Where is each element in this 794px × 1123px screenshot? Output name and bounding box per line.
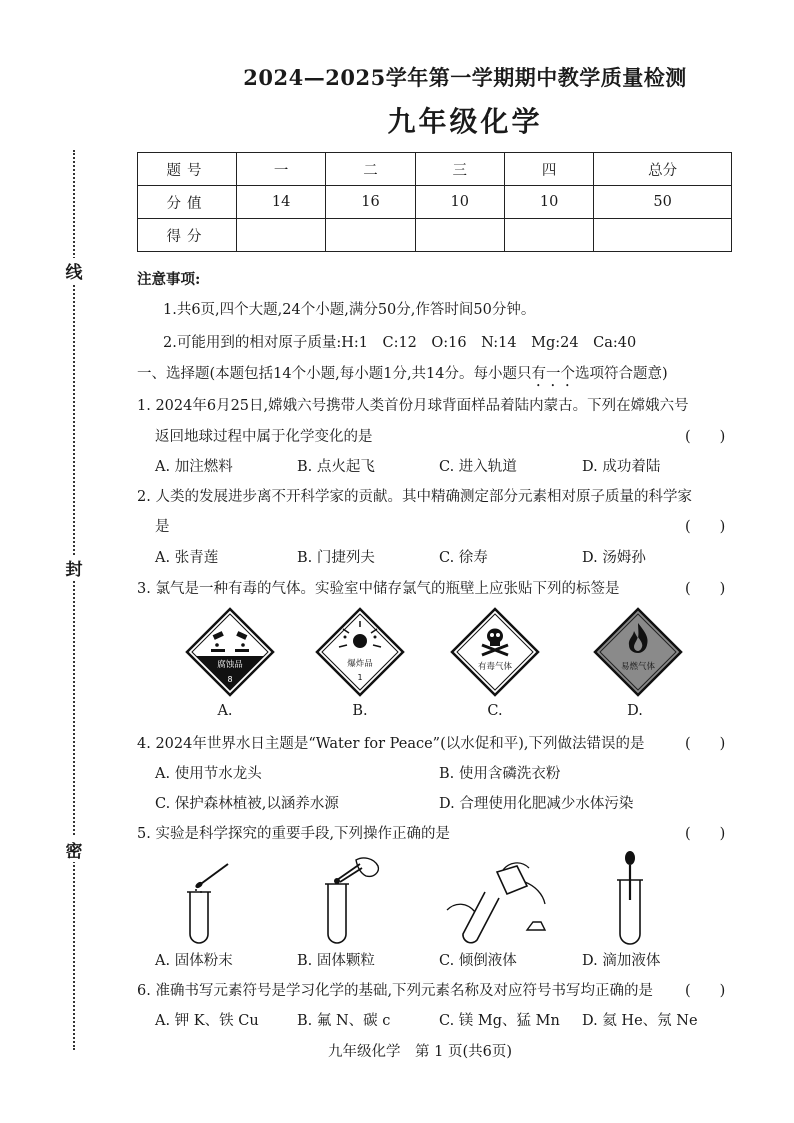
solid-granule-figure <box>318 852 388 944</box>
question-2-option-b[interactable]: B. 门捷列夫 <box>297 550 375 566</box>
question-3-option-c[interactable]: C. <box>487 703 503 719</box>
explosive-label-text: 爆炸品 <box>347 659 373 669</box>
toxic-gas-label-text: 有毒气体 <box>477 662 513 672</box>
answer-bracket[interactable]: ( ) <box>685 429 726 445</box>
notice-item: 2.可能用到的相对原子质量:H:1 C:12 O:16 N:14 Mg:24 Ca:40 <box>163 335 637 351</box>
table-cell: 16 <box>326 186 415 219</box>
score-table <box>137 152 732 252</box>
question-5-option-b[interactable]: B. 固体颗粒 <box>297 953 375 969</box>
question-6-stem: 6. 准确书写元素符号是学习化学的基础,下列元素名称及对应符号书写均正确的是 <box>137 983 654 999</box>
question-5-option-a[interactable]: A. 固体粉末 <box>155 953 233 969</box>
question-1-stem: 返回地球过程中属于化学变化的是 <box>155 429 373 445</box>
explosive-hazard-label[interactable] <box>315 607 405 697</box>
question-2-option-c[interactable]: C. 徐寿 <box>439 550 488 566</box>
dropping-liquid-figure <box>610 850 650 945</box>
question-6-option-c[interactable]: C. 镁 Mg、猛 Mn <box>439 1013 560 1029</box>
flammable-gas-hazard-label[interactable] <box>593 607 683 697</box>
question-5-option-c[interactable]: C. 倾倒液体 <box>439 953 517 969</box>
solid-powder-figure <box>180 852 240 944</box>
question-1-option-b[interactable]: B. 点火起飞 <box>297 459 375 475</box>
question-3-option-d[interactable]: D. <box>627 703 643 719</box>
question-2-option-a[interactable]: A. 张青莲 <box>155 550 219 566</box>
binding-label-feng: 封 <box>64 555 84 580</box>
table-cell: 14 <box>237 186 326 219</box>
table-cell: 题号 <box>138 153 237 186</box>
binding-dotted-line <box>73 150 75 1050</box>
exam-title: 2024—2025学年第一学期期中教学质量检测 <box>243 65 687 90</box>
table-row <box>138 153 732 186</box>
section-heading-text: 一、选择题(本题包括14个小题,每小题1分,共14分。每小题只 <box>137 366 532 382</box>
answer-bracket[interactable]: ( ) <box>685 736 726 752</box>
answer-bracket[interactable]: ( ) <box>685 983 726 999</box>
section-heading <box>137 362 668 390</box>
question-3-option-b[interactable]: B. <box>352 703 368 719</box>
question-4-option-b[interactable]: B. 使用含磷洗衣粉 <box>439 766 561 782</box>
question-5-option-d[interactable]: D. 滴加液体 <box>582 953 661 969</box>
section-heading-emphasis: 有一个 <box>531 366 575 382</box>
pouring-liquid-figure <box>445 852 550 944</box>
section-heading-text: 选项符合题意) <box>575 366 668 382</box>
question-1-option-c[interactable]: C. 进入轨道 <box>439 459 517 475</box>
question-2-stem: 是 <box>155 519 170 535</box>
question-6-option-d[interactable]: D. 氦 He、氖 Ne <box>582 1013 698 1029</box>
question-4-stem: 4. 2024年世界水日主题是“Water for Peace”(以水促和平),下列做法错误的是 <box>137 736 645 752</box>
table-cell: 二 <box>326 153 415 186</box>
corrosive-label-text: 腐蚀品 <box>217 660 243 670</box>
question-2-option-d[interactable]: D. 汤姆孙 <box>582 550 646 566</box>
table-row <box>138 186 732 219</box>
question-1-option-d[interactable]: D. 成功着陆 <box>582 459 661 475</box>
table-cell: 10 <box>415 186 504 219</box>
page-footer: 九年级化学 第 1 页(共6页) <box>328 1044 512 1060</box>
table-cell: 50 <box>594 186 732 219</box>
question-2-stem: 2. 人类的发展进步离不开科学家的贡献。其中精确测定部分元素相对原子质量的科学家 <box>137 489 692 505</box>
answer-bracket[interactable]: ( ) <box>685 826 726 842</box>
explosive-class-number: 1 <box>357 673 363 682</box>
question-6-option-a[interactable]: A. 钾 K、铁 Cu <box>155 1013 259 1029</box>
question-1-stem: 1. 2024年6月25日,嫦娥六号携带人类首份月球背面样品着陆内蒙古。下列在嫦娥六号 <box>137 398 689 414</box>
table-cell: 四 <box>504 153 593 186</box>
table-cell: 10 <box>504 186 593 219</box>
score-entry-cell[interactable] <box>415 219 504 252</box>
binding-label-xian: 线 <box>64 258 84 283</box>
question-4-option-c[interactable]: C. 保护森林植被,以涵养水源 <box>155 796 339 812</box>
exam-subject: 九年级化学 <box>387 105 543 138</box>
corrosive-hazard-label[interactable] <box>185 607 275 697</box>
notice-item: 1.共6页,四个大题,24个小题,满分50分,作答时间50分钟。 <box>163 302 536 318</box>
question-6-option-b[interactable]: B. 氟 N、碳 c <box>297 1013 391 1029</box>
question-5-stem: 5. 实验是科学探究的重要手段,下列操作正确的是 <box>137 826 451 842</box>
table-cell: 三 <box>415 153 504 186</box>
table-cell: 得分 <box>138 219 237 252</box>
binding-label-mi: 密 <box>64 837 84 862</box>
question-4-option-d[interactable]: D. 合理使用化肥减少水体污染 <box>439 796 634 812</box>
notice-title: 注意事项: <box>137 271 201 288</box>
corrosive-class-number: 8 <box>227 675 233 684</box>
score-entry-cell[interactable] <box>594 219 732 252</box>
table-cell: 一 <box>237 153 326 186</box>
answer-bracket[interactable]: ( ) <box>685 519 726 535</box>
score-entry-cell[interactable] <box>326 219 415 252</box>
table-cell: 分值 <box>138 186 237 219</box>
question-3-option-a[interactable]: A. <box>217 703 233 719</box>
question-3-stem: 3. 氯气是一种有毒的气体。实验室中储存氯气的瓶壁上应张贴下列的标签是 <box>137 581 620 597</box>
flammable-gas-label-text: 易燃气体 <box>620 662 656 672</box>
answer-bracket[interactable]: ( ) <box>685 581 726 597</box>
score-entry-cell[interactable] <box>237 219 326 252</box>
score-entry-cell[interactable] <box>504 219 593 252</box>
toxic-gas-hazard-label[interactable] <box>450 607 540 697</box>
table-row <box>138 219 732 252</box>
question-4-option-a[interactable]: A. 使用节水龙头 <box>155 766 262 782</box>
question-1-option-a[interactable]: A. 加注燃料 <box>155 459 233 475</box>
table-cell: 总分 <box>594 153 732 186</box>
